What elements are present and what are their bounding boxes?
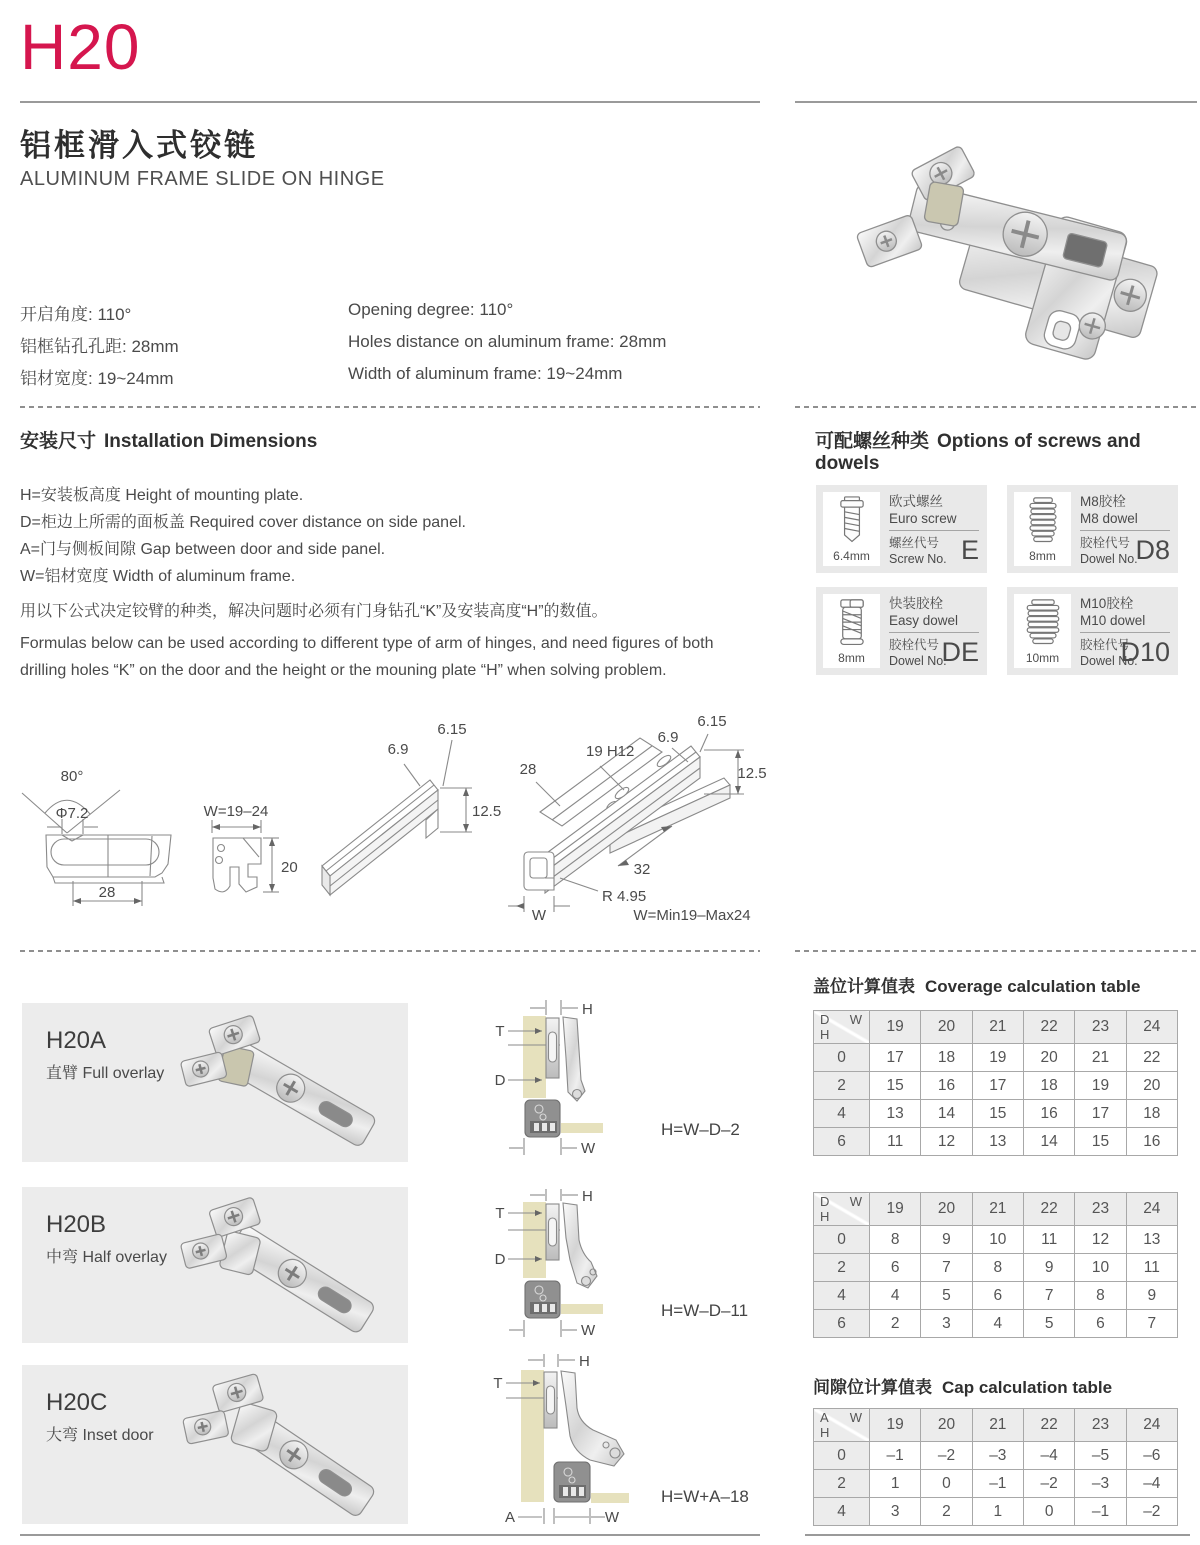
easy-dowel-size: 8mm	[838, 651, 865, 665]
table-cell: 11	[870, 1128, 921, 1156]
label-w: W	[581, 1140, 596, 1157]
table-cell: 4	[870, 1282, 921, 1310]
table-cell: 11	[1126, 1254, 1177, 1282]
label-h: H	[582, 1188, 593, 1205]
table-cell: 5	[1023, 1310, 1074, 1338]
table-col-header: 20	[921, 1011, 972, 1044]
dim-radius: R 4.95	[602, 888, 647, 905]
dim-12-5-right: 12.5	[737, 765, 767, 782]
dim-span-28: 28	[519, 761, 537, 778]
table-cell: –5	[1075, 1442, 1126, 1470]
table-cell: 15	[972, 1100, 1023, 1128]
euro-screw-iconbox	[823, 492, 880, 566]
dim-28: 28	[98, 884, 116, 901]
installation-heading-cn: 安装尺寸	[20, 431, 97, 452]
label-h: H	[582, 1001, 593, 1018]
options-heading-en: Options of screws and dowels	[815, 431, 1141, 474]
table-cell: 6	[1075, 1310, 1126, 1338]
coverage-table-half-overlay	[813, 1192, 1178, 1338]
euro-screw-code: E	[960, 535, 979, 565]
card-divider	[889, 632, 979, 633]
table-cell: 2	[921, 1498, 972, 1526]
easy-dowel-code-label-en: Dowel No.	[889, 654, 947, 668]
definition-w: W=铝材宽度 Width of aluminum frame.	[20, 568, 296, 585]
table-col-header: 24	[1126, 1193, 1177, 1226]
table-cell: 8	[1075, 1282, 1126, 1310]
table-row-header: 4	[814, 1498, 870, 1526]
table-cell: 3	[921, 1310, 972, 1338]
door-panel	[523, 1016, 546, 1098]
dim-diameter: Φ7.2	[55, 805, 89, 822]
table-row	[814, 1470, 1178, 1498]
divider-bottom-left	[20, 1534, 760, 1536]
table-cell: 19	[972, 1044, 1023, 1072]
m8-dowel-code-label-cn: 胶栓代号	[1080, 536, 1131, 550]
option-card-easy-dowel	[816, 587, 987, 675]
euro-screw-name	[889, 493, 957, 527]
table-col-header: 19	[870, 1011, 921, 1044]
formula-h20c: H=W+A–18	[661, 1487, 749, 1506]
euro-screw-size: 6.4mm	[833, 549, 870, 563]
table-cell: 16	[921, 1072, 972, 1100]
m8-dowel-code-label-en: Dowel No.	[1080, 552, 1138, 566]
table-cell: 7	[921, 1254, 972, 1282]
label-w: W	[581, 1322, 596, 1339]
m10-dowel-code-label-en: Dowel No.	[1080, 654, 1138, 668]
table-cell: 10	[972, 1226, 1023, 1254]
table-cell: 20	[1126, 1072, 1177, 1100]
table-cell: 17	[1075, 1100, 1126, 1128]
spec-opening-cn: 开启角度: 110°	[20, 305, 132, 324]
dim-6-9-left: 6.9	[387, 741, 409, 758]
table-cell: –6	[1126, 1442, 1177, 1470]
option-card-euro-screw	[816, 485, 987, 573]
label-d: D	[494, 1251, 506, 1268]
table-cell: 7	[1126, 1310, 1177, 1338]
table-cell: 10	[1075, 1254, 1126, 1282]
variant-h20c-type	[46, 1422, 154, 1445]
spec-width-cn: 铝材宽度: 19~24mm	[20, 369, 174, 388]
m8-dowel-name-en: M8 dowel	[1080, 511, 1138, 526]
page-model-title: H20	[20, 11, 141, 83]
m10-dowel-code: D10	[1120, 637, 1170, 667]
table-cell: –1	[870, 1442, 921, 1470]
table-cell: 3	[870, 1498, 921, 1526]
table-cell: 0	[921, 1470, 972, 1498]
table-col-header: 24	[1126, 1409, 1177, 1442]
table-cell: 9	[1126, 1282, 1177, 1310]
table-row-header: 4	[814, 1282, 870, 1310]
table-row	[814, 1072, 1178, 1100]
card-divider	[1080, 530, 1170, 531]
m10-dowel-size: 10mm	[1025, 651, 1060, 665]
euro-screw-name-cn: 欧式螺丝	[889, 494, 943, 509]
table-cell: 17	[972, 1072, 1023, 1100]
dim-12-5-left: 12.5	[472, 803, 502, 820]
label-t: T	[493, 1375, 503, 1392]
coverage-table-title-cn: 盖位计算值表	[813, 977, 915, 996]
table-col-header: 22	[1023, 1409, 1074, 1442]
dim-6-15-right: 6.15	[697, 713, 727, 730]
definition-d: D=柜边上所需的面板盖 Required cover distance on side panel.	[20, 514, 466, 531]
variant-h20c-type-cn: 大弯	[46, 1427, 79, 1444]
dim-6-15-left: 6.15	[437, 721, 467, 738]
table-col-header: 22	[1023, 1011, 1074, 1044]
table-cell: 15	[870, 1072, 921, 1100]
variant-h20c-photo	[165, 1370, 405, 1520]
table-col-header: 21	[972, 1193, 1023, 1226]
dim-w-range: W=19–24	[203, 803, 269, 820]
m10-dowel-iconbox	[1014, 594, 1071, 668]
table-cell: 1	[870, 1470, 921, 1498]
variant-h20a-model: H20A	[46, 1027, 107, 1054]
table-cell: –3	[1075, 1470, 1126, 1498]
option-card-m8-dowel	[1007, 485, 1178, 573]
table-row	[814, 1226, 1178, 1254]
easy-dowel-code: DE	[941, 637, 979, 667]
dim-6-9-right: 6.9	[657, 729, 679, 746]
label-t: T	[495, 1205, 505, 1222]
variant-h20a-type-cn: 直臂	[46, 1065, 79, 1082]
variant-h20b-diagram	[478, 1188, 778, 1373]
variant-h20c-type-en: Inset door	[82, 1427, 154, 1444]
dim-w: W	[531, 907, 547, 924]
variant-h20a-type-en: Full overlay	[82, 1065, 165, 1082]
dim-w-minmax: W=Min19–Max24	[633, 907, 751, 924]
table-cell: 18	[921, 1044, 972, 1072]
table-row-header: 2	[814, 1072, 870, 1100]
table-cell: 11	[1023, 1226, 1074, 1254]
m8-dowel-iconbox	[1014, 492, 1071, 566]
card-divider	[889, 530, 979, 531]
label-a: A	[504, 1509, 516, 1526]
table-cell: –4	[1023, 1442, 1074, 1470]
table-row	[814, 1254, 1178, 1282]
spec-holes-cn: 铝框钻孔孔距: 28mm	[20, 337, 179, 356]
table-cell: 19	[1075, 1072, 1126, 1100]
easy-dowel-iconbox	[823, 594, 880, 668]
easy-dowel-icon	[830, 598, 874, 650]
easy-dowel-code-label-cn: 胶栓代号	[889, 638, 940, 652]
euro-screw-code-label	[889, 535, 947, 567]
cap-table-title-cn: 间隙位计算值表	[813, 1378, 932, 1397]
variant-h20b-type-en: Half overlay	[82, 1249, 167, 1266]
door-panel	[521, 1370, 544, 1502]
dashed-divider-right	[795, 406, 1197, 408]
variant-h20c-diagram	[478, 1350, 778, 1545]
table-cell: –1	[972, 1470, 1023, 1498]
table-col-header: 24	[1126, 1011, 1177, 1044]
table-corner-cell: D W H	[814, 1193, 870, 1226]
label-h: H	[579, 1353, 590, 1370]
technical-drawings	[0, 690, 790, 950]
table-cell: 1	[972, 1498, 1023, 1526]
table-cell: 12	[1075, 1226, 1126, 1254]
table-cell: 16	[1023, 1100, 1074, 1128]
table-row	[814, 1044, 1178, 1072]
dim-angle: 80°	[60, 768, 84, 785]
table-row	[814, 1442, 1178, 1470]
variant-h20b-photo	[165, 1192, 405, 1342]
formula-note-en: Formulas below can be used according to different type of arm of hinges, and need figures of both drilling holes “K” on the door and the height or the mouning plate “H” when solving problem.	[20, 635, 714, 679]
table-row-header: 2	[814, 1470, 870, 1498]
table-cell: 0	[1023, 1498, 1074, 1526]
table-cell: 2	[870, 1310, 921, 1338]
coverage-table-title-en: Coverage calculation table	[925, 977, 1141, 996]
definition-a: A=门与侧板间隙 Gap between door and side panel.	[20, 541, 386, 558]
table-col-header: 22	[1023, 1193, 1074, 1226]
table-cell: 20	[1023, 1044, 1074, 1072]
table-row-header: 2	[814, 1254, 870, 1282]
variant-h20a-photo	[165, 1008, 405, 1158]
table-cell: 15	[1075, 1128, 1126, 1156]
table-cell: 9	[1023, 1254, 1074, 1282]
table-col-header: 20	[921, 1409, 972, 1442]
options-heading-cn: 可配螺丝种类	[815, 431, 930, 452]
cap-table	[813, 1408, 1178, 1526]
table-cell: 13	[1126, 1226, 1177, 1254]
table-cell: 9	[921, 1226, 972, 1254]
table-row-header: 0	[814, 1044, 870, 1072]
variant-h20c-model: H20C	[46, 1389, 108, 1416]
euro-screw-code-label-en: Screw No.	[889, 552, 947, 566]
table-row-header: 6	[814, 1128, 870, 1156]
table-cell: 7	[1023, 1282, 1074, 1310]
table-cell: 8	[870, 1226, 921, 1254]
table-cell: 13	[972, 1128, 1023, 1156]
formula-note-cn: 用以下公式决定铰臂的种类，解决问题时必须有门身钻孔“K”及安装高度“H”的数值。	[20, 603, 608, 620]
formula-h20a: H=W–D–2	[661, 1120, 740, 1139]
divider-top-left	[20, 101, 760, 103]
spec-holes-en: Holes distance on aluminum frame: 28mm	[348, 332, 667, 351]
variant-h20b-model: H20B	[46, 1211, 107, 1238]
m8-dowel-code-label	[1080, 535, 1138, 567]
table-cell: 16	[1126, 1128, 1177, 1156]
easy-dowel-name	[889, 595, 958, 629]
table-col-header: 23	[1075, 1011, 1126, 1044]
table-col-header: 19	[870, 1193, 921, 1226]
table-cell: –2	[1126, 1498, 1177, 1526]
m8-dowel-name	[1080, 493, 1138, 527]
m10-dowel-name-cn: M10胶栓	[1080, 596, 1134, 611]
dashed-divider-left	[20, 406, 760, 408]
table-col-header: 21	[972, 1409, 1023, 1442]
table-row-header: 0	[814, 1226, 870, 1254]
installation-heading	[20, 426, 317, 453]
page-title-en: ALUMINUM FRAME SLIDE ON HINGE	[20, 168, 385, 190]
m10-dowel-name	[1080, 595, 1145, 629]
table-row	[814, 1282, 1178, 1310]
installation-heading-en: Installation Dimensions	[104, 431, 318, 452]
dim-19h12: 19 H12	[586, 743, 635, 760]
easy-dowel-code-label	[889, 637, 947, 669]
table-cell: 6	[870, 1254, 921, 1282]
variant-h20a-type	[46, 1060, 164, 1083]
variant-h20b-type-cn: 中弯	[46, 1249, 79, 1266]
table-cell: 14	[1023, 1128, 1074, 1156]
divider-top-right	[795, 101, 1197, 103]
divider-bottom-right	[805, 1534, 1190, 1536]
table-row	[814, 1310, 1178, 1338]
variant-h20a-diagram	[478, 988, 778, 1188]
m8-dowel-name-cn: M8胶栓	[1080, 494, 1126, 509]
card-divider	[1080, 632, 1170, 633]
table-col-header: 23	[1075, 1409, 1126, 1442]
m8-dowel-size: 8mm	[1029, 549, 1056, 563]
coverage-table-title	[813, 972, 1140, 997]
coverage-table-full-overlay	[813, 1010, 1178, 1156]
m8-dowel-icon	[1021, 496, 1065, 548]
variant-h20b-type	[46, 1244, 167, 1267]
table-row-header: 0	[814, 1442, 870, 1470]
dashed-divider2-right	[795, 950, 1197, 952]
m10-dowel-code-label-cn: 胶栓代号	[1080, 638, 1131, 652]
table-col-header: 21	[972, 1011, 1023, 1044]
cap-table-title	[813, 1373, 1112, 1398]
easy-dowel-name-en: Easy dowel	[889, 613, 959, 628]
table-row-header: 4	[814, 1100, 870, 1128]
table-corner-cell: D W H	[814, 1011, 870, 1044]
table-cell: 18	[1126, 1100, 1177, 1128]
table-row-header: 6	[814, 1310, 870, 1338]
formula-h20b: H=W–D–11	[661, 1301, 749, 1320]
table-cell: 17	[870, 1044, 921, 1072]
m8-dowel-code: D8	[1135, 535, 1170, 565]
m10-dowel-icon	[1021, 598, 1065, 650]
product-photo	[845, 122, 1175, 397]
table-row	[814, 1100, 1178, 1128]
table-cell: 6	[972, 1282, 1023, 1310]
m10-dowel-name-en: M10 dowel	[1080, 613, 1146, 628]
table-col-header: 19	[870, 1409, 921, 1442]
table-cell: 13	[870, 1100, 921, 1128]
table-corner-cell: A W H	[814, 1409, 870, 1442]
table-cell: 22	[1126, 1044, 1177, 1072]
table-cell: 21	[1075, 1044, 1126, 1072]
table-cell: 14	[921, 1100, 972, 1128]
euro-screw-code-label-cn: 螺丝代号	[889, 536, 940, 550]
table-cell: –1	[1075, 1498, 1126, 1526]
options-heading	[815, 426, 1200, 475]
table-row	[814, 1498, 1178, 1526]
easy-dowel-name-cn: 快装胶栓	[889, 596, 943, 611]
spec-width-en: Width of aluminum frame: 19~24mm	[348, 364, 623, 383]
euro-screw-icon	[830, 496, 874, 548]
table-cell: 5	[921, 1282, 972, 1310]
euro-screw-name-en: Euro screw	[889, 511, 957, 526]
dim-32: 32	[633, 861, 651, 878]
definition-h: H=安装板高度 Height of mounting plate.	[20, 487, 304, 504]
table-cell: –4	[1126, 1470, 1177, 1498]
table-row	[814, 1128, 1178, 1156]
table-col-header: 23	[1075, 1193, 1126, 1226]
table-cell: –2	[1023, 1470, 1074, 1498]
table-cell: 12	[921, 1128, 972, 1156]
option-card-m10-dowel	[1007, 587, 1178, 675]
label-w: W	[604, 1509, 620, 1526]
label-d: D	[494, 1072, 506, 1089]
table-cell: 8	[972, 1254, 1023, 1282]
table-cell: 18	[1023, 1072, 1074, 1100]
label-t: T	[495, 1023, 505, 1040]
page-title-cn: 铝框滑入式铰链	[20, 128, 258, 163]
spec-opening-en: Opening degree: 110°	[348, 300, 514, 319]
table-cell: –3	[972, 1442, 1023, 1470]
table-cell: –2	[921, 1442, 972, 1470]
cap-table-title-en: Cap calculation table	[942, 1378, 1113, 1397]
dim-20: 20	[281, 859, 298, 876]
table-cell: 4	[972, 1310, 1023, 1338]
dashed-divider2-left	[20, 950, 760, 952]
table-col-header: 20	[921, 1193, 972, 1226]
